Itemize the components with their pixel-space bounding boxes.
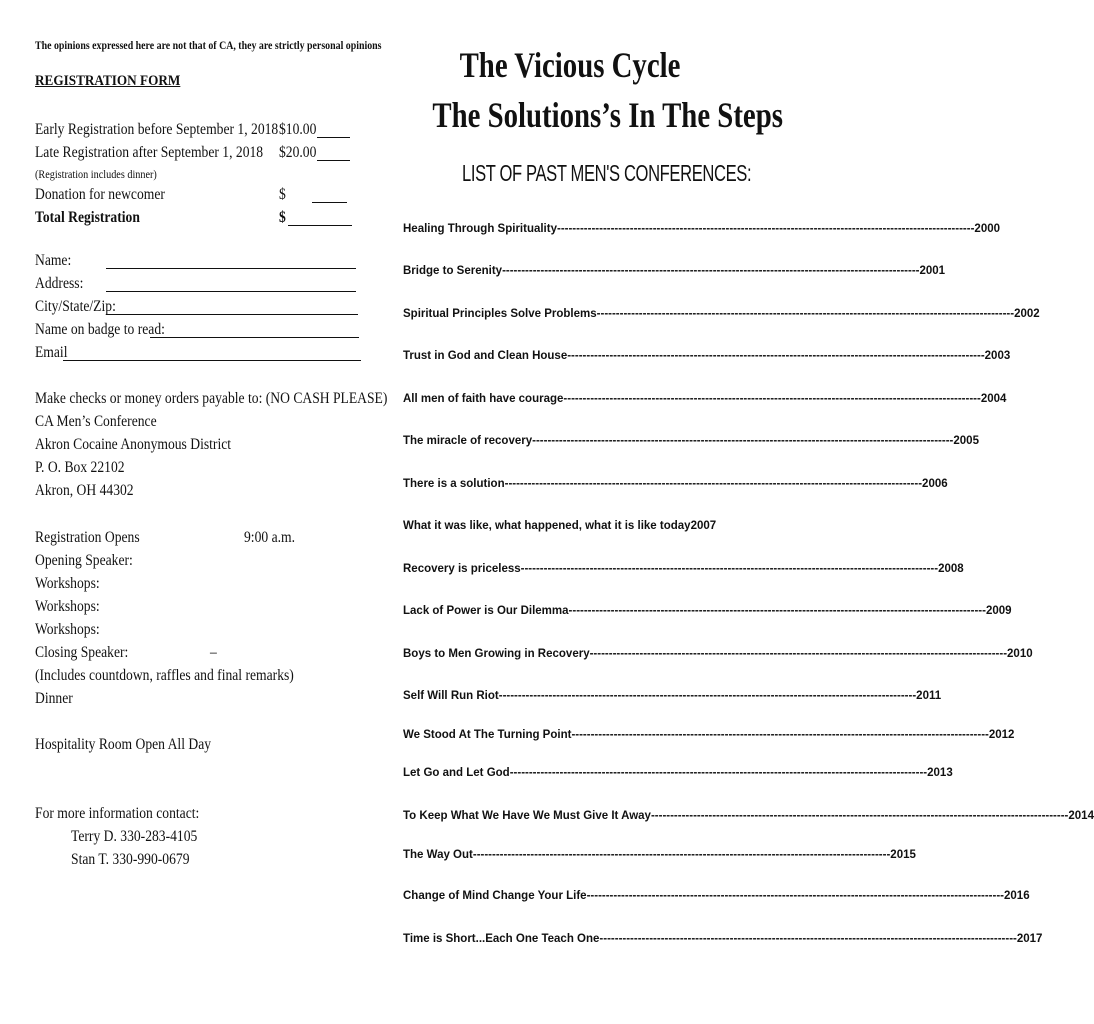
title-line-1: The Vicious Cycle — [459, 45, 681, 85]
conference-leader-dots — [505, 478, 922, 490]
donation-blank[interactable] — [312, 202, 347, 203]
late-registration-blank[interactable] — [317, 160, 350, 161]
conference-title: We Stood At The Turning Point — [403, 729, 572, 741]
conference-title: Change of Mind Change Your Life — [403, 890, 587, 902]
payee-city: Akron, OH 44302 — [35, 482, 134, 499]
conference-leader-dots — [473, 849, 890, 861]
conference-year: 2011 — [916, 690, 942, 702]
conference-title: Trust in God and Clean House — [403, 350, 568, 362]
conference-leader-dots — [510, 767, 927, 779]
payable-to-text: Make checks or money orders payable to: (NO CASH PLEASE) — [35, 390, 388, 407]
registration-opens-label: Registration Opens — [35, 529, 140, 546]
payee-name: CA Men’s Conference — [35, 413, 157, 430]
badge-name-field[interactable] — [150, 337, 359, 338]
total-label: Total Registration — [35, 209, 140, 226]
registration-form-title: REGISTRATION FORM — [35, 73, 181, 89]
donation-amount: $ — [279, 186, 286, 203]
conference-leader-dots — [557, 223, 974, 235]
conference-row — [403, 478, 948, 490]
conference-row — [403, 690, 942, 702]
conference-year: 2000 — [974, 223, 1001, 235]
hospitality-label: Hospitality Room Open All Day — [35, 736, 212, 753]
closing-includes-note: (Includes countdown, raffles and final remarks) — [35, 667, 294, 684]
name-label: Name: — [35, 252, 72, 269]
conference-title: Self Will Run Riot — [403, 690, 499, 702]
conference-title: There is a solution — [403, 478, 505, 490]
conference-row — [403, 767, 953, 779]
closing-speaker-dash: – — [210, 644, 217, 661]
conference-leader-dots — [599, 933, 1016, 945]
conference-row — [403, 810, 1094, 822]
address-field[interactable] — [106, 291, 356, 292]
conference-title: Time is Short...Each One Teach One — [403, 933, 600, 945]
past-conferences-heading: LIST OF PAST MEN'S CONFERENCES: — [462, 160, 752, 186]
conference-year: 2017 — [1016, 933, 1043, 945]
conference-year: 2009 — [985, 605, 1012, 617]
conference-leader-dots — [587, 890, 1004, 902]
conference-year: 2003 — [984, 350, 1011, 362]
conference-year: 2008 — [938, 563, 964, 575]
title-line-2: The Solutions’s In The Steps — [432, 95, 783, 135]
conference-year: 2005 — [953, 435, 979, 447]
conference-leader-dots — [590, 648, 1007, 660]
conference-row — [403, 729, 1015, 741]
payee-po-box: P. O. Box 22102 — [35, 459, 125, 476]
conference-row — [403, 520, 717, 532]
conference-year: 2010 — [1007, 648, 1033, 660]
conference-year: 2004 — [980, 393, 1007, 405]
conference-leader-dots — [563, 393, 980, 405]
disclaimer-text: The opinions expressed here are not that of CA, they are strictly personal opinions — [35, 40, 382, 52]
workshops-label-1: Workshops: — [35, 575, 100, 592]
contact-heading: For more information contact: — [35, 805, 200, 822]
conference-title: Let Go and Let God — [403, 767, 510, 779]
conference-leader-dots — [536, 435, 953, 447]
conference-row — [403, 350, 1011, 362]
email-label: Email — [35, 344, 68, 361]
late-registration-label: Late Registration after September 1, 2018 — [35, 144, 264, 161]
dinner-label: Dinner — [35, 690, 73, 707]
late-registration-amount: $20.00 — [279, 144, 317, 161]
conference-row — [403, 605, 1012, 617]
conference-row — [403, 435, 979, 447]
total-blank[interactable] — [288, 225, 352, 226]
address-label: Address: — [35, 275, 84, 292]
conference-year: 2014 — [1068, 810, 1094, 822]
conference-year: 2013 — [927, 767, 953, 779]
conference-leader-dots — [651, 810, 1068, 822]
conference-row — [403, 563, 964, 575]
early-registration-blank[interactable] — [317, 137, 350, 138]
conference-year: 2006 — [922, 478, 948, 490]
conference-leader-dots — [597, 308, 1014, 320]
conference-title: Boys to Men Growing in Recovery — [403, 648, 590, 660]
contact-stan: Stan T. 330-990-0679 — [71, 851, 190, 868]
conference-leader-dots — [567, 350, 984, 362]
contact-terry: Terry D. 330-283-4105 — [71, 828, 198, 845]
conference-leader-dots — [499, 690, 916, 702]
total-amount: $ — [279, 209, 286, 226]
conference-year: 2001 — [919, 265, 946, 277]
conference-title: To Keep What We Have We Must Give It Away — [403, 810, 651, 822]
conference-year: 2012 — [988, 729, 1015, 741]
conference-row — [403, 223, 1001, 235]
opening-speaker-label: Opening Speaker: — [35, 552, 133, 569]
conference-title: The miracle of recovery- — [403, 435, 536, 447]
conference-title: All men of faith have courage — [403, 393, 564, 405]
early-registration-label: Early Registration before September 1, 2018 — [35, 121, 279, 138]
registration-opens-time: 9:00 a.m. — [244, 529, 295, 546]
city-state-zip-label: City/State/Zip: — [35, 298, 116, 315]
conference-row — [403, 648, 1033, 660]
conference-title: The Way Out — [403, 849, 473, 861]
conference-row — [403, 933, 1043, 945]
conference-leader-dots — [571, 729, 988, 741]
conference-leader-dots — [502, 265, 919, 277]
conference-leader-dots — [521, 563, 938, 575]
closing-speaker-label: Closing Speaker: — [35, 644, 129, 661]
registration-note: (Registration includes dinner) — [35, 167, 157, 181]
conference-year: 2015 — [890, 849, 916, 861]
conference-year: 2016 — [1004, 890, 1030, 902]
name-field[interactable] — [106, 268, 356, 269]
workshops-label-3: Workshops: — [35, 621, 100, 638]
donation-label: Donation for newcomer — [35, 186, 165, 203]
conference-row — [403, 890, 1030, 902]
conference-leader-dots — [569, 605, 986, 617]
conference-title: Spiritual Principles Solve Problems — [403, 308, 597, 320]
conference-title: Recovery is priceless — [403, 563, 521, 575]
conference-year: 2007 — [690, 520, 717, 532]
conference-row — [403, 849, 916, 861]
conference-year: 2002 — [1014, 308, 1040, 320]
payee-district: Akron Cocaine Anonymous District — [35, 436, 232, 453]
conference-row — [403, 393, 1007, 405]
conference-title: Healing Through Spirituality — [403, 223, 557, 235]
email-field[interactable] — [63, 360, 361, 361]
city-state-zip-field[interactable] — [106, 314, 358, 315]
workshops-label-2: Workshops: — [35, 598, 100, 615]
conference-title: Lack of Power is Our Dilemma — [403, 605, 569, 617]
conference-row — [403, 265, 946, 277]
conference-title: What it was like, what happened, what it is like today — [403, 520, 691, 532]
early-registration-amount: $10.00 — [279, 121, 317, 138]
conference-title: Bridge to Serenity — [403, 265, 503, 277]
badge-name-label: Name on badge to read: — [35, 321, 165, 338]
conference-row — [403, 308, 1040, 320]
